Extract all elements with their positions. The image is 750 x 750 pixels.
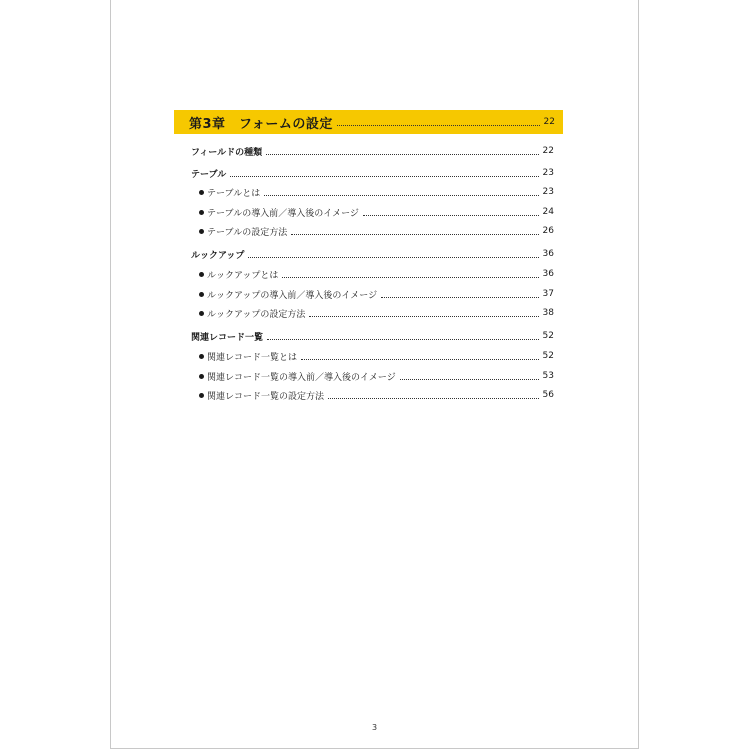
toc-entry-label: 関連レコード一覧の導入前／導入後のイメージ — [207, 372, 396, 383]
toc-entry-label: 関連レコード一覧とは — [207, 352, 298, 363]
toc-subentry-table-about — [199, 183, 554, 201]
leader-dots — [363, 215, 539, 216]
bullet-icon — [199, 190, 204, 195]
leader-dots — [381, 297, 538, 298]
toc-entry-page: 52 — [542, 351, 554, 361]
toc-subentry-related-records-before-after — [199, 367, 554, 385]
bullet-icon — [199, 393, 204, 398]
toc-entry-label: 関連レコード一覧 — [191, 332, 264, 343]
bullet-icon — [199, 311, 204, 316]
toc-entry-related-records — [191, 327, 554, 345]
toc-subentry-lookup-about — [199, 265, 554, 283]
toc-entry-page: 23 — [542, 187, 554, 197]
chapter-title: 第3章 フォームの設定 — [189, 116, 333, 132]
toc-entry-page: 36 — [542, 269, 554, 279]
toc-subentry-lookup-before-after — [199, 285, 554, 303]
chapter-heading — [174, 110, 563, 134]
leader-dots — [282, 277, 538, 278]
leader-dots — [337, 125, 540, 126]
leader-dots — [264, 195, 538, 196]
chapter-page-number: 22 — [543, 117, 555, 127]
toc-entry-label: テーブルの導入前／導入後のイメージ — [207, 208, 359, 219]
toc-entry-field-types — [191, 142, 554, 160]
toc-entry-page: 37 — [542, 289, 554, 299]
toc-entry-label: ルックアップの導入前／導入後のイメージ — [207, 290, 378, 301]
document-page — [110, 0, 639, 749]
toc-entry-lookup — [191, 245, 554, 263]
toc-entry-label: テーブルとは — [207, 188, 261, 199]
bullet-icon — [199, 354, 204, 359]
bullet-icon — [199, 374, 204, 379]
toc-subentry-table-before-after — [199, 203, 554, 221]
toc-subentry-table-setup — [199, 222, 554, 240]
bullet-icon — [199, 229, 204, 234]
leader-dots — [400, 379, 539, 380]
toc-entry-label: 関連レコード一覧の設定方法 — [207, 391, 325, 402]
footer-page-number: 3 — [371, 723, 378, 732]
leader-dots — [230, 176, 538, 177]
leader-dots — [328, 398, 539, 399]
toc-entry-page: 23 — [542, 168, 554, 178]
toc-entry-page: 38 — [542, 308, 554, 318]
bullet-icon — [199, 210, 204, 215]
toc-entry-label: ルックアップとは — [207, 270, 279, 281]
toc-entry-page: 24 — [542, 207, 554, 217]
leader-dots — [267, 339, 539, 340]
toc-subentry-lookup-setup — [199, 304, 554, 322]
toc-subentry-related-records-about — [199, 347, 554, 365]
toc-entry-page: 36 — [542, 249, 554, 259]
toc-entry-page: 26 — [542, 226, 554, 236]
toc-entry-label: フィールドの種類 — [191, 147, 263, 158]
bullet-icon — [199, 272, 204, 277]
toc-entry-page: 53 — [542, 371, 554, 381]
toc-entry-label: テーブル — [191, 169, 227, 180]
toc-entry-label: テーブルの設定方法 — [207, 227, 288, 238]
leader-dots — [266, 154, 538, 155]
toc-entry-table — [191, 164, 554, 182]
leader-dots — [291, 234, 538, 235]
toc-entry-page: 52 — [542, 331, 554, 341]
toc-entry-label: ルックアップ — [191, 250, 245, 261]
toc-subentry-related-records-setup — [199, 386, 554, 404]
leader-dots — [248, 257, 538, 258]
toc-entry-label: ルックアップの設定方法 — [207, 309, 306, 320]
toc-entry-page: 56 — [542, 390, 554, 400]
leader-dots — [301, 359, 539, 360]
toc-entry-page: 22 — [542, 146, 554, 156]
leader-dots — [309, 316, 538, 317]
bullet-icon — [199, 292, 204, 297]
